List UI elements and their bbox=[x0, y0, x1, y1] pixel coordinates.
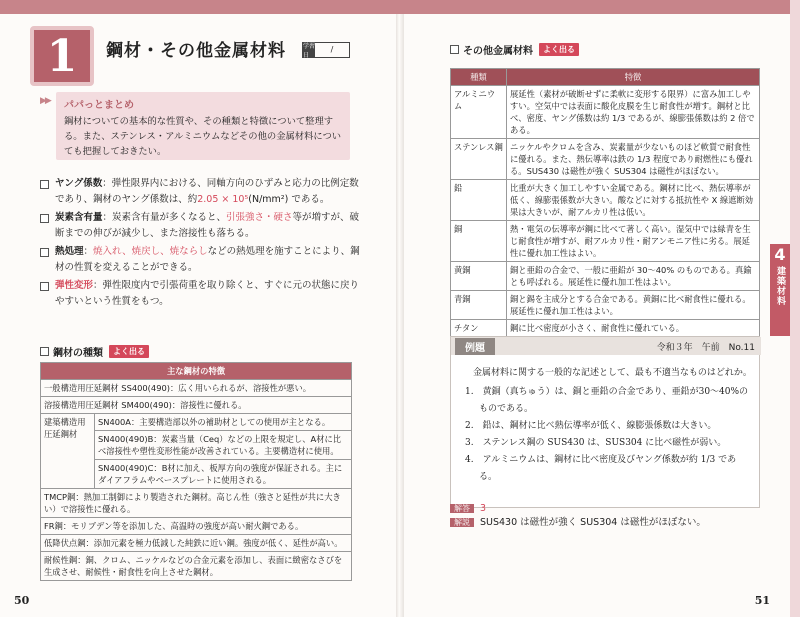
study-date-box bbox=[302, 42, 350, 58]
side-tab-number: 4 bbox=[774, 245, 786, 264]
item-text: などの熱処理を施すことにより、鋼材の性質を変えることができる。 bbox=[55, 246, 360, 273]
table-row: チタン 鋼に比べ密度が小さく、耐食性に優れている。 bbox=[451, 320, 760, 337]
item-text: ： bbox=[83, 246, 94, 257]
list-item bbox=[40, 244, 360, 276]
example-body bbox=[461, 365, 753, 486]
table-row: 鉛 比重が大きく加工しやすい金属である。鋼材に比べ、熱伝導率が低く、線膨張係数が大きい。酸などに対する抵抗性や X 線遮断効果は大きいが、耐アルカリ性は低い。 bbox=[451, 180, 760, 221]
list-item bbox=[40, 176, 360, 208]
key-points bbox=[40, 176, 360, 312]
list-item bbox=[40, 278, 360, 310]
page-number-right: 51 bbox=[754, 594, 770, 607]
table-row: FR鋼：モリブデン等を添加した、高温時の強度が高い耐火鋼である。 bbox=[41, 518, 352, 535]
example-header bbox=[451, 337, 761, 355]
col-kind: 種類 bbox=[451, 69, 507, 86]
metals-section-heading bbox=[450, 42, 579, 57]
side-tab-label: 建築材料 bbox=[775, 266, 785, 306]
answer-label: 解答 bbox=[450, 504, 474, 513]
option-2: 2. 鉛は、鋼材に比べ熱伝導率が低く、線膨張係数は大きい。 bbox=[465, 421, 717, 431]
example-question: 金属材料に関する一般的な記述として、最も不適当なものはどれか。 bbox=[473, 368, 752, 378]
chapter-title: 鋼材・その他金属材料 bbox=[106, 41, 286, 61]
option-4: 4. アルミニウムは、鋼材に比べ密度及びヤング係数が約 1/3 である。 bbox=[465, 455, 737, 482]
table-row: 黄銅 銅と亜鉛の合金で、一般に亜鉛が 30〜40% のものである。真鍮とも呼ばれる。展延性に優れ加工性はよい。 bbox=[451, 262, 760, 291]
table-row: 耐候性鋼：銅、クロム、ニッケルなどの合金元素を添加し、表面に緻密なさびを生成させ、耐候性・耐食性を向上させた鋼材。 bbox=[41, 552, 352, 581]
example-box bbox=[450, 336, 760, 508]
answer-value: 3 bbox=[480, 503, 487, 514]
table-row: 青銅 銅と錫を主成分とする合金である。黄銅に比べ耐食性に優れる。展延性に優れ加工性はよい。 bbox=[451, 291, 760, 320]
study-date-label: 学習日 bbox=[303, 43, 316, 59]
list-item bbox=[40, 210, 360, 242]
table-row: 一般構造用圧延鋼材 SS400(490)：広く用いられるが、溶接性が悪い。 bbox=[41, 380, 352, 397]
study-date-value: / bbox=[330, 45, 334, 54]
item-highlight: 引張強さ・硬さ bbox=[226, 212, 293, 223]
sn-label: 建築構造用圧延鋼材 bbox=[41, 414, 95, 489]
summary-box bbox=[56, 92, 350, 160]
metals-table bbox=[450, 68, 760, 337]
table-row: 銅 熱・電気の伝導率が鋼に比べて著しく高い。湿気中では緑青を生じ耐食性が増すが、耐アルカリ性・耐アンモニア性に劣る。展延性に優れ加工性はよい。 bbox=[451, 221, 760, 262]
section-title: 鋼材の種類 bbox=[53, 348, 103, 359]
table-row: TMCP鋼：熱加工制御により製造された鋼材。高じん性（強さと延性が共に大きい）で溶接性に優れる。 bbox=[41, 489, 352, 518]
checkbox-icon[interactable] bbox=[40, 282, 49, 291]
item-highlight: 焼入れ、焼戻し、焼ならし bbox=[93, 246, 208, 257]
checkbox-icon[interactable] bbox=[450, 45, 459, 54]
item-text: (N/mm²) である。 bbox=[248, 194, 330, 205]
item-text: ：弾性限度内で引張荷重を取り除くと、すぐに元の状態に戻りやすいという性質をもつ。 bbox=[55, 280, 360, 307]
item-term: 弾性変形 bbox=[55, 280, 94, 291]
table-header: 主な鋼材の特徴 bbox=[41, 363, 352, 380]
table-row: 溶接構造用圧延鋼材 SM400(490)：溶接性に優れる。 bbox=[41, 397, 352, 414]
item-term: 炭素含有量 bbox=[55, 212, 103, 223]
item-highlight: 2.05 × 10⁵ bbox=[197, 194, 249, 205]
steel-section-heading bbox=[40, 344, 149, 359]
frequent-tag: よく出る bbox=[109, 345, 149, 358]
checkbox-icon[interactable] bbox=[40, 248, 49, 257]
item-text: ：弾性限界内における、同軸方向のひずみと応力の比例定数であり、鋼材のヤング係数は、約 bbox=[55, 178, 359, 205]
item-term: ヤング係数 bbox=[55, 178, 103, 189]
table-row: ステンレス鋼 ニッケルやクロムを含み、炭素量が少ないものほど軟質で耐食性に優れる。また、熱伝導率は鉄の 1/3 程度であり耐燃性にも優れる。SUS430 は磁性が強く SUS304 は磁性がほぼない。 bbox=[451, 139, 760, 180]
top-band bbox=[0, 0, 800, 14]
option-1: 1. 黄銅（真ちゅう）は、銅と亜鉛の合金であり、亜鉛が30〜40%のものである。 bbox=[465, 387, 749, 414]
checkbox-icon[interactable] bbox=[40, 214, 49, 223]
summary-heading: パパっとまとめ bbox=[64, 100, 134, 111]
summary-body: 鋼材についての基本的な性質や、その種類と特徴について整理する。また、ステンレス・アルミニウムなどその他の金属材料についても把握しておきたい。 bbox=[64, 116, 342, 157]
item-text: ：炭素含有量が多くなると、 bbox=[102, 212, 227, 223]
option-3: 3. ステンレス鋼の SUS430 は、SUS304 に比べ磁性が弱い。 bbox=[465, 438, 727, 448]
chapter-number: 1 bbox=[30, 26, 94, 86]
section-title: その他金属材料 bbox=[463, 46, 533, 57]
explanation-label: 解説 bbox=[450, 518, 474, 527]
table-row: 建築構造用圧延鋼材 SN400A：主要構造部以外の補助材としての使用が主となる。 bbox=[41, 414, 352, 431]
table-row: アルミニウム 展延性（素材が破断せずに柔軟に変形する限界）に富み加工しやすい。空気中では表面に酸化皮膜を生じ耐食性が増す。鋼材と比べ、密度、ヤング係数は約 1/3 であるが、線膨張係数は約 2 倍である。 bbox=[451, 86, 760, 139]
table-row: SN400(490)C：B材に加え、板厚方向の強度が保証される。主にダイアフラムやベースプレートに使用される。 bbox=[41, 460, 352, 489]
example-source: 令和３年 午前 No.11 bbox=[656, 343, 755, 353]
col-feature: 特徴 bbox=[507, 69, 760, 86]
checkbox-icon[interactable] bbox=[40, 180, 49, 189]
answer-explanation: SUS430 は磁性が強く SUS304 は磁性がほぼない。 bbox=[480, 517, 706, 528]
item-text: 等が増すが、破断までの伸びが減少し、また溶接性も落ちる。 bbox=[55, 212, 360, 239]
table-row: SN400(490)B：炭素当量（Ceq）などの上限を規定し、A材に比べ溶接性や塑性変形性能が改善されている。主要構造材に使用。 bbox=[41, 431, 352, 460]
checkbox-icon[interactable] bbox=[40, 347, 49, 356]
frequent-tag: よく出る bbox=[539, 43, 579, 56]
page-number-left: 50 bbox=[14, 594, 30, 607]
right-page bbox=[400, 14, 790, 617]
item-term: 熱処理 bbox=[55, 246, 84, 257]
example-label: 例題 bbox=[455, 338, 495, 355]
answer-block bbox=[450, 502, 706, 530]
right-edge-band bbox=[790, 0, 800, 617]
chapter-side-tab[interactable] bbox=[770, 244, 790, 336]
table-row: 低降伏点鋼：添加元素を極力低減した純鉄に近い鋼。強度が低く、延性が高い。 bbox=[41, 535, 352, 552]
arrow-icon: ▶▶ bbox=[40, 96, 50, 106]
left-page bbox=[0, 14, 400, 617]
steel-types-table bbox=[40, 362, 352, 581]
